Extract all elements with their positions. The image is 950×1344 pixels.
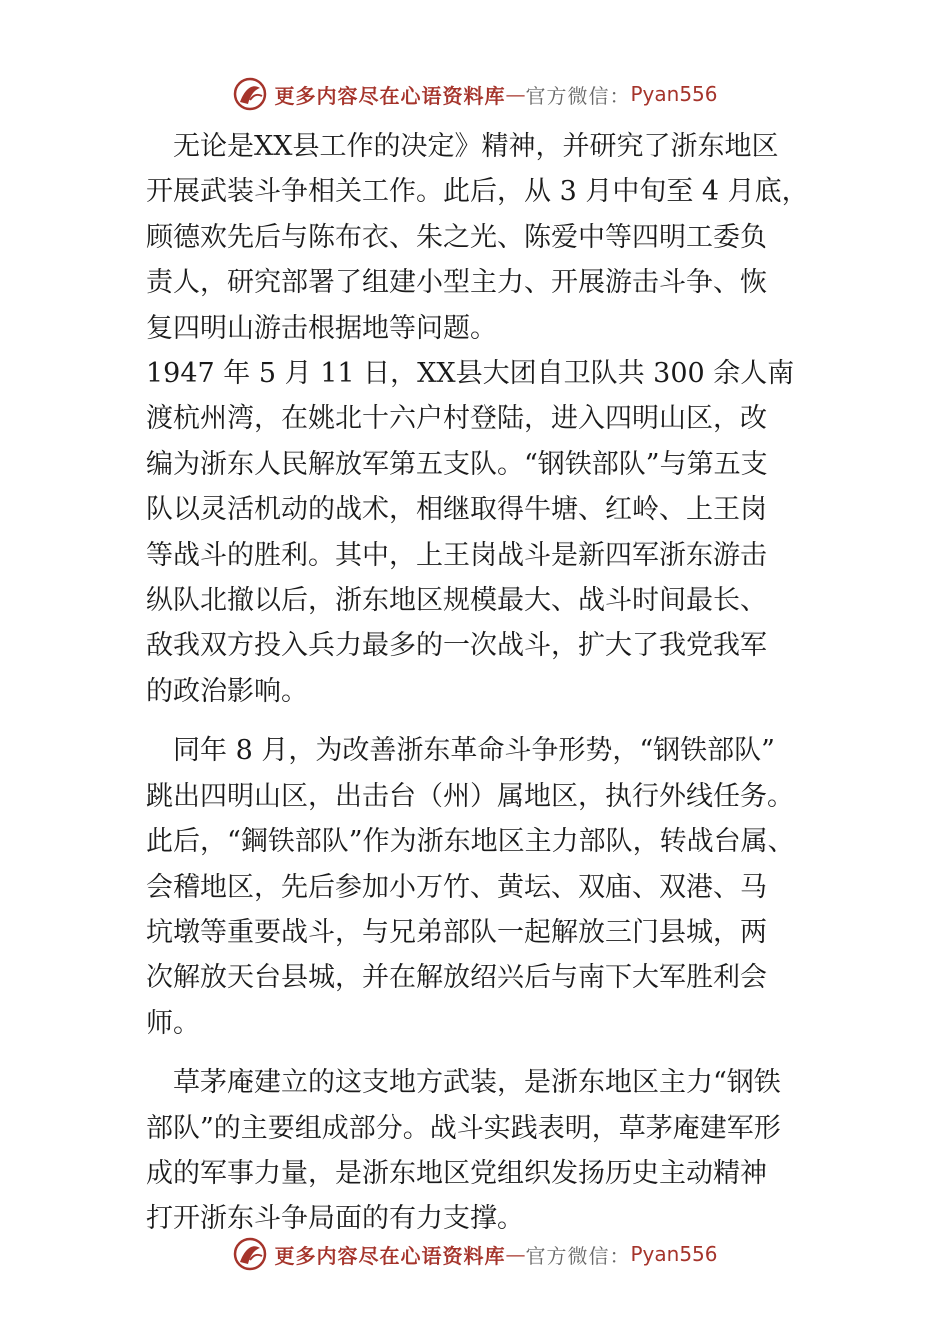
paragraph-2: [146, 351, 836, 714]
banner-wechat-id: Pyan556: [630, 1242, 718, 1266]
text-line: 草茅庵建立的这支地方武装，是浙东地区主力“钢铁: [146, 1067, 781, 1099]
text-line: 队以灵活机动的战术，相继取得牛塘、红岭、上王岗: [146, 494, 767, 526]
banner-library-text: 更多内容尽在心语资料库: [274, 1243, 506, 1268]
banner-library-text: 更多内容尽在心语资料库: [274, 83, 506, 108]
paragraph-3: [146, 728, 836, 1046]
text-line: 1947 年 5 月 11 日，XX县大团自卫队共 300 余人南: [146, 358, 795, 390]
text-line: 部队”的主要组成部分。战斗实践表明，草茅庵建军形: [146, 1112, 781, 1144]
text-line: 会稽地区，先后参加小万竹、黄坛、双庙、双港、马: [146, 871, 767, 903]
banner-wechat-id: Pyan556: [630, 82, 718, 106]
logo-icon: [232, 76, 268, 112]
text-line: 开展武装斗争相关工作。此后，从 3 月中旬至 4 月底，: [146, 176, 809, 208]
text-line: 责人，研究部署了组建小型主力、开展游击斗争、恢: [146, 267, 767, 299]
paragraph-1: [146, 124, 836, 351]
text-line: 次解放天台县城，并在解放绍兴后与南下大军胜利会: [146, 962, 767, 994]
text-line: 的政治影响。: [146, 675, 308, 707]
text-line: 顾德欢先后与陈布衣、朱之光、陈爱中等四明工委负: [146, 221, 767, 253]
paragraph-4: [146, 1060, 836, 1242]
text-line: 坑墩等重要战斗，与兄弟部队一起解放三门县城，两: [146, 916, 767, 948]
text-line: 跳出四明山区，出击台（州）属地区，执行外线任务。: [146, 780, 794, 812]
text-line: 同年 8 月，为改善浙东革命斗争形势，“钢铁部队”: [146, 735, 775, 767]
text-line: 编为浙东人民解放军第五支队。“钢铁部队”与第五支: [146, 448, 768, 480]
footer-banner: [0, 1232, 950, 1276]
banner-wechat-label: 官方微信：: [525, 1243, 631, 1268]
text-line: 此后，“鋼铁部队”作为浙东地区主力部队，转战台属、: [146, 826, 795, 858]
logo-icon: [232, 1236, 268, 1272]
text-line: 师。: [146, 1007, 200, 1039]
banner-wechat-label: 官方微信：: [525, 83, 631, 108]
text-line: 复四明山游击根据地等问题。: [146, 312, 497, 344]
header-banner: [0, 72, 950, 116]
text-line: 无论是XX县工作的决定》精神，并研究了浙东地区: [146, 131, 779, 162]
text-line: 敌我双方投入兵力最多的一次战斗，扩大了我党我军: [146, 630, 767, 662]
text-line: 等战斗的胜利。其中，上王岗战斗是新四军浙东游击: [146, 539, 767, 571]
banner-dash: —: [505, 82, 526, 106]
text-line: 纵队北撤以后，浙东地区规模最大、战斗时间最长、: [146, 585, 767, 617]
text-line: 渡杭州湾，在姚北十六户村登陆，进入四明山区，改: [146, 403, 767, 435]
document-body: [146, 124, 836, 1242]
text-line: 打开浙东斗争局面的有力支撑。: [146, 1203, 524, 1235]
banner-dash: —: [505, 1242, 526, 1266]
text-line: 成的军事力量，是浙东地区党组织发扬历史主动精神: [146, 1157, 767, 1189]
